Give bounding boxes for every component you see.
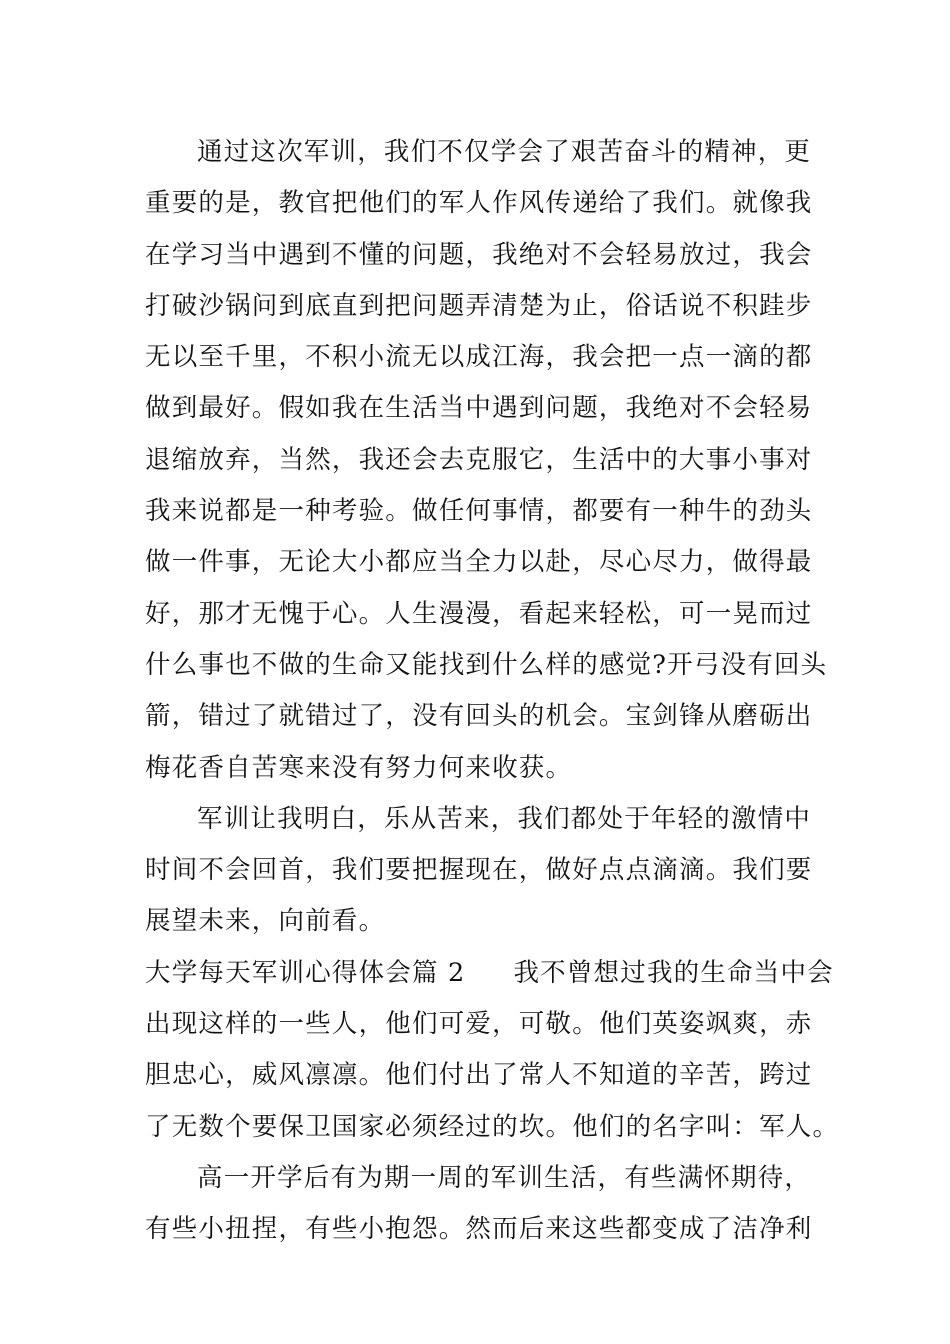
section-heading-line: [145, 948, 834, 999]
paragraph-enjoy-from-hardship: [145, 794, 815, 948]
text-line: 军训让我明白，乐从苦来，我们都处于年轻的激情中: [197, 803, 812, 834]
text-line: 有些小扭捏，有些小抱怨。然而后来这些都变成了洁净利: [145, 1214, 813, 1245]
paragraph-freshman-training: [145, 1153, 815, 1256]
text-line: 时间不会回首，我们要把握现在，做好点点滴滴。我们要: [145, 855, 813, 886]
text-line: 箭，错过了就错过了，没有回头的机会。宝剑锋从磨砺出: [145, 701, 813, 732]
text-line: 出现这样的一些人，他们可爱，可敬。他们英姿飒爽，赤: [145, 1009, 813, 1040]
text-line: 打破沙锅问到底直到把问题弄清楚为止，俗话说不积跬步: [145, 290, 813, 321]
text-line: 通过这次军训，我们不仅学会了艰苦奋斗的精神，更: [197, 137, 812, 167]
text-line: 了无数个要保卫国家必须经过的坎。他们的名字叫：军人。: [145, 1111, 840, 1142]
text-line: 在学习当中遇到不懂的问题，我绝对不会轻易放过，我会: [145, 239, 813, 270]
text-line: 什么事也不做的生命又能找到什么样的感觉?开弓没有回头: [145, 649, 828, 680]
text-line: 好，那才无愧于心。人生漫漫，看起来轻松，可一晃而过: [145, 598, 813, 629]
text-line: 无以至千里，不积小流无以成江海，我会把一点一滴的都: [145, 342, 813, 373]
text-line: 做到最好。假如我在生活当中遇到问题，我绝对不会轻易: [145, 393, 813, 424]
text-line: 做一件事，无论大小都应当全力以赴，尽心尽力，做得最: [145, 547, 813, 578]
text-line: 重要的是，教官把他们的军人作风传递给了我们。就像我: [145, 188, 813, 219]
text-line: 胆忠心，威风凛凛。他们付出了常人不知道的辛苦，跨过: [145, 1060, 813, 1091]
paragraph-military-training-reflection: [145, 127, 828, 794]
text-line: 梅花香自苦寒来没有努力何来收获。: [145, 752, 573, 783]
text-line: 展望未来，向前看。: [145, 906, 386, 937]
section-heading: 大学每天军训心得体会篇 2: [145, 957, 466, 988]
text-line: 高一开学后有为期一周的军训生活，有些满怀期待，: [197, 1162, 812, 1193]
text-line-start: 我不曾想过我的生命当中会: [513, 957, 834, 988]
text-line: 退缩放弃，当然，我还会去克服它，生活中的大事小事对: [145, 444, 813, 475]
text-line: 我来说都是一种考验。做任何事情，都要有一种牛的劲头: [145, 496, 813, 527]
paragraph-section-2: [145, 948, 840, 1153]
document-body: [145, 127, 840, 1256]
